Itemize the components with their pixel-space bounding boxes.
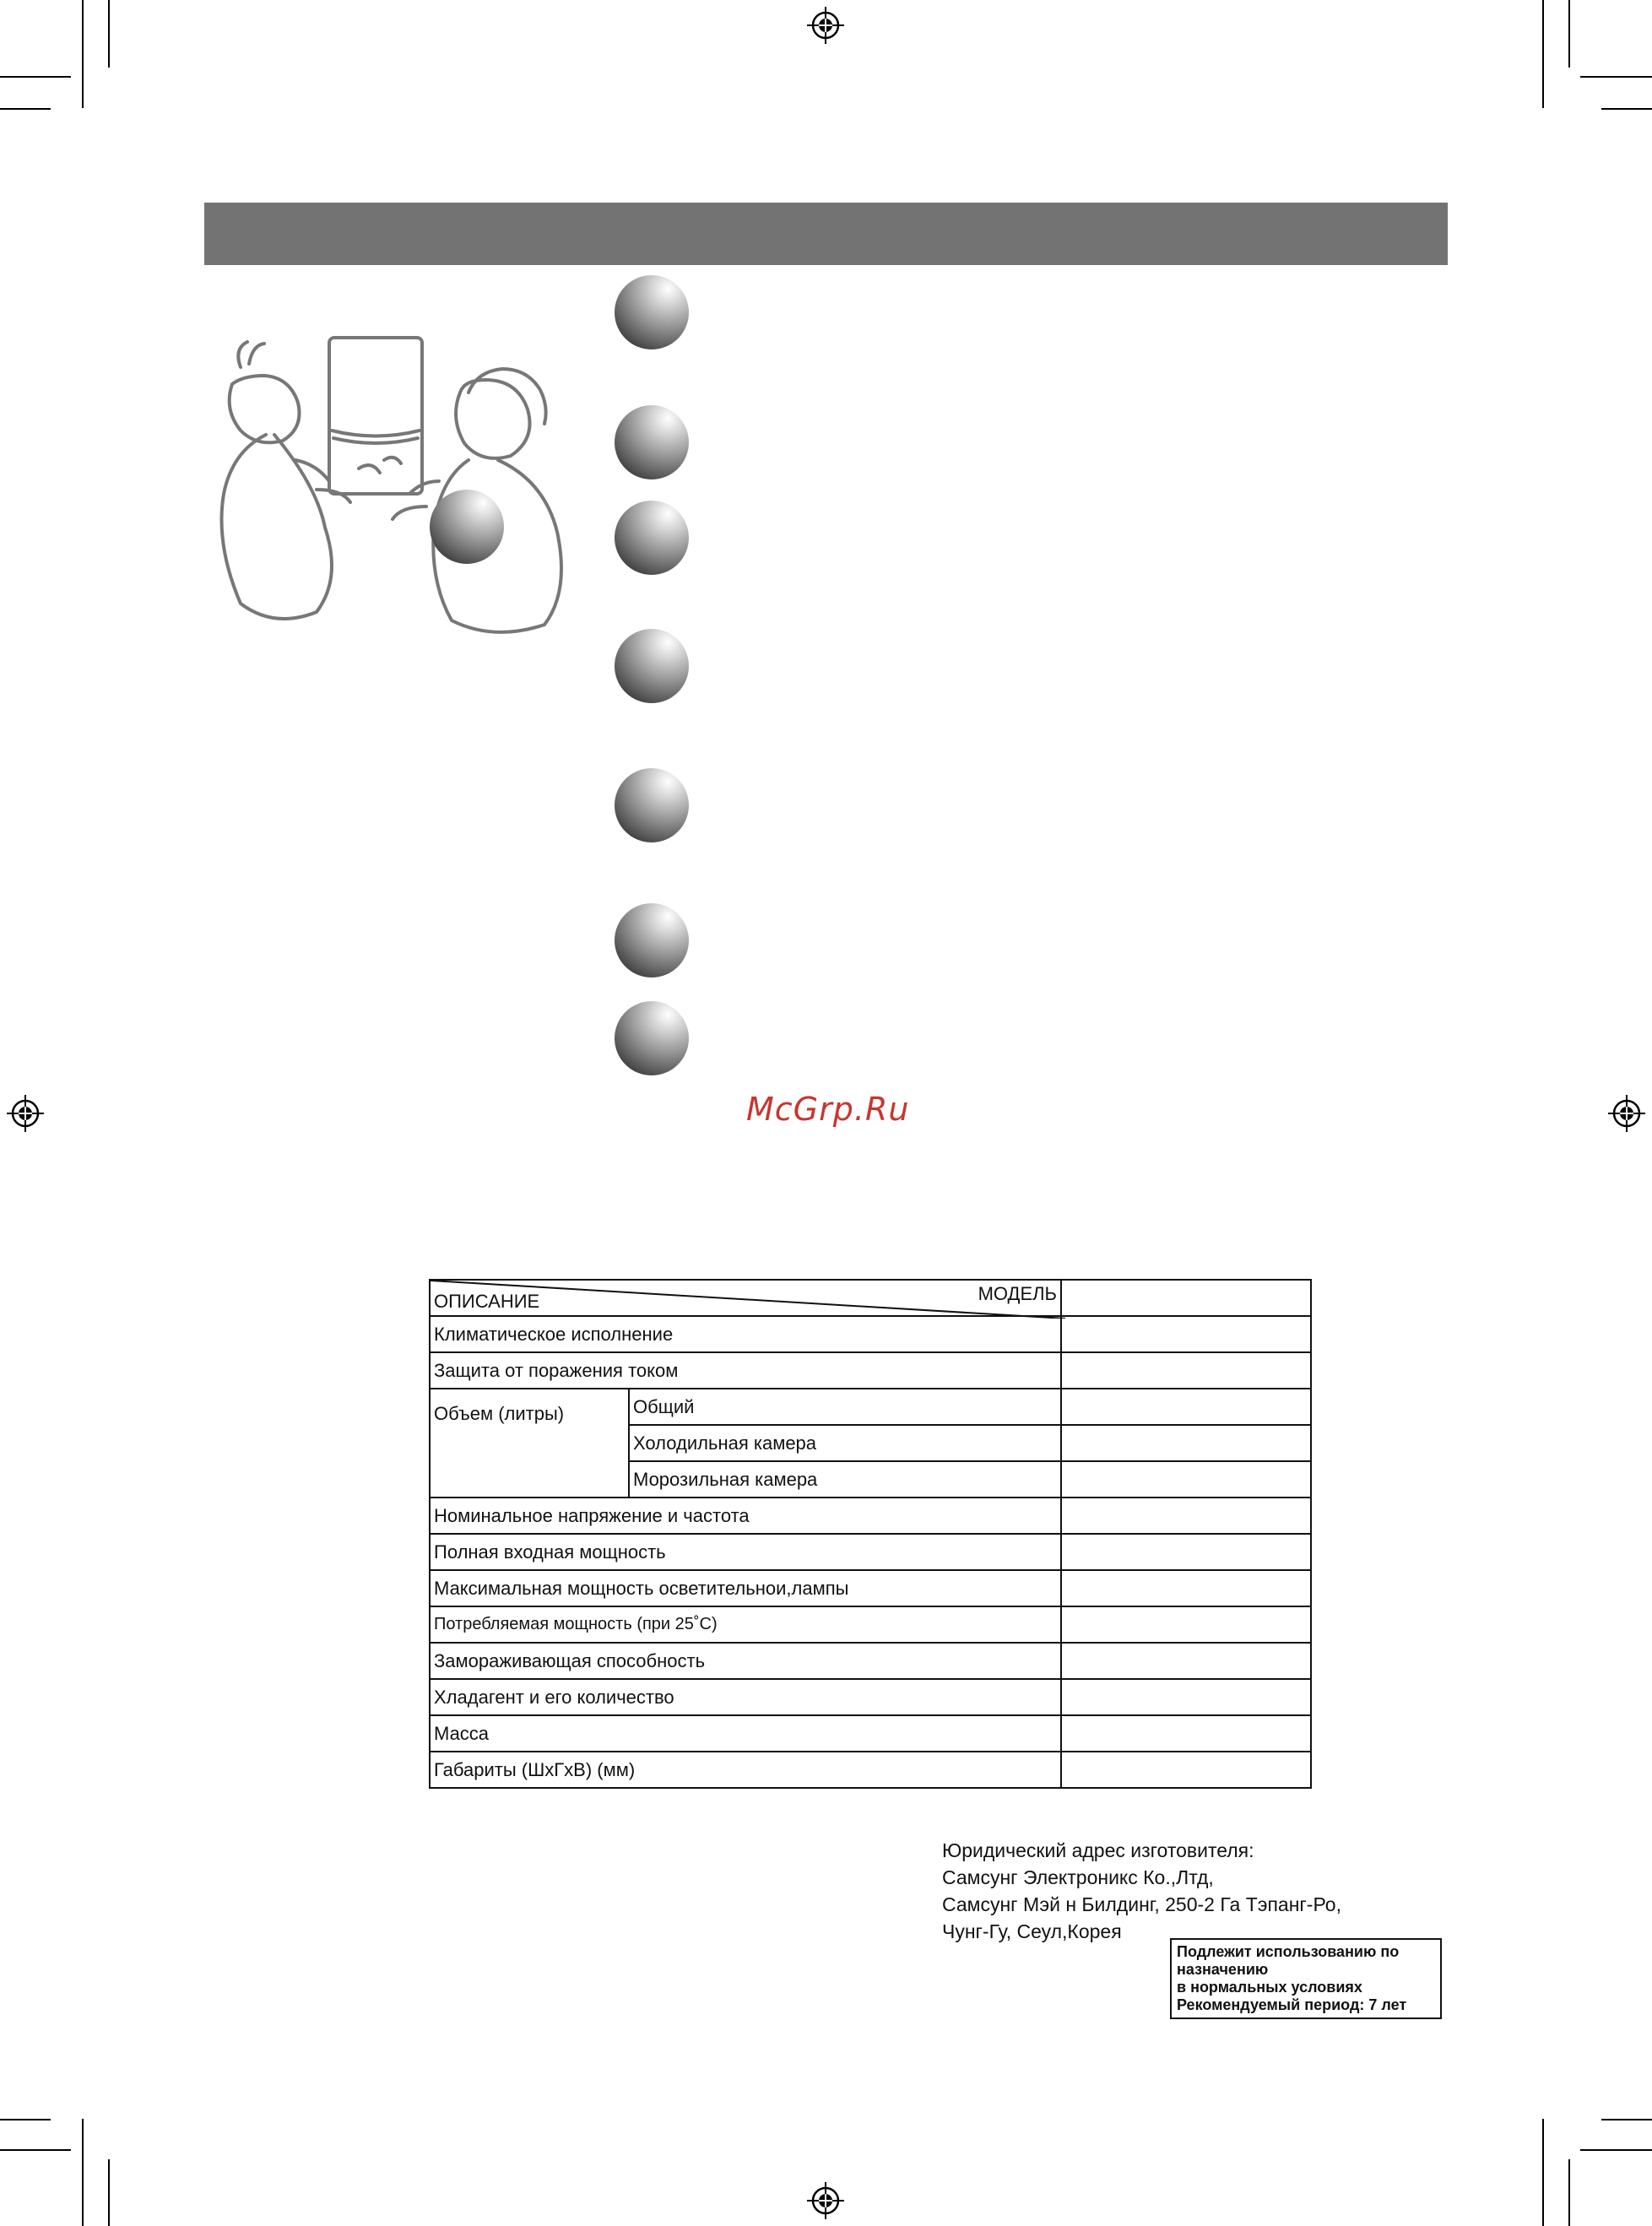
address-line: Самсунг Мэй н Билдинг, 250-2 Га Тэпанг-Ро,: [942, 1893, 1341, 1915]
volume-label: Объем (литры): [430, 1389, 629, 1498]
registration-mark-icon: [807, 2182, 844, 2219]
table-row: [430, 1316, 1311, 1352]
row-value: [1061, 1389, 1311, 1425]
row-value: [1061, 1752, 1311, 1788]
bullet-circle-icon: [430, 490, 504, 564]
row-label: Климатическое исполнение: [430, 1316, 1061, 1352]
crop-mark-icon: [1601, 108, 1652, 110]
row-value: [1061, 1352, 1311, 1389]
people-watching-refrigerator-illustration: [215, 333, 580, 663]
row-label: Потребляемая мощность (при 25˚C): [430, 1606, 1061, 1643]
address-line: Чунг-Гу, Сеул,Корея: [942, 1920, 1122, 1942]
bullet-circle-icon: [615, 629, 689, 703]
crop-mark-icon: [1568, 0, 1570, 68]
registration-mark-icon: [7, 1095, 44, 1132]
crop-mark-icon: [0, 2149, 71, 2151]
row-value: [1061, 1316, 1311, 1352]
bullet-circle-icon: [615, 405, 689, 479]
usage-notice-box: [1170, 1938, 1442, 2019]
table-row: [430, 1679, 1311, 1715]
row-label: Масса: [430, 1715, 1061, 1752]
table-row: [430, 1752, 1311, 1788]
row-label: Полная входная мощность: [430, 1534, 1061, 1570]
notice-line: в нормальных условиях: [1177, 1979, 1362, 1996]
crop-mark-icon: [1568, 2159, 1570, 2226]
table-row: [430, 1715, 1311, 1752]
crop-mark-icon: [108, 0, 110, 68]
row-label: Общий: [629, 1389, 1061, 1425]
row-label: Замораживающая способность: [430, 1643, 1061, 1679]
crop-mark-icon: [1542, 0, 1544, 108]
row-label: Хладагент и его количество: [430, 1679, 1061, 1715]
crop-mark-icon: [108, 2159, 110, 2226]
bullet-circle-icon: [615, 1001, 689, 1075]
table-row: [430, 1498, 1311, 1534]
crop-mark-icon: [0, 108, 51, 110]
bullet-circle-icon: [615, 501, 689, 575]
bullet-circle-icon: [615, 903, 689, 978]
crop-mark-icon: [0, 2119, 51, 2120]
crop-mark-icon: [1580, 2149, 1652, 2151]
table-row: [430, 1570, 1311, 1606]
address-line: Юридический адрес изготовителя:: [942, 1839, 1254, 1861]
row-label: Максимальная мощность осветительнои,лампы: [430, 1570, 1061, 1606]
table-header-row: [430, 1280, 1311, 1316]
row-value: [1061, 1606, 1311, 1643]
table-row: [430, 1389, 1311, 1425]
registration-mark-icon: [807, 7, 844, 44]
header-model-label: МОДЕЛЬ: [978, 1283, 1057, 1304]
crop-mark-icon: [0, 76, 71, 78]
row-value: [1061, 1425, 1311, 1461]
header-description-label: ОПИСАНИЕ: [434, 1291, 540, 1312]
watermark: McGrp.Ru: [746, 1091, 910, 1128]
table-row: [430, 1352, 1311, 1389]
notice-line: Подлежит использованию по назначению: [1177, 1943, 1400, 1978]
row-label: Холодильная камера: [629, 1425, 1061, 1461]
row-value: [1061, 1643, 1311, 1679]
crop-mark-icon: [82, 0, 84, 108]
manufacturer-address: [942, 1837, 1341, 1945]
table-row: [430, 1643, 1311, 1679]
crop-mark-icon: [1580, 76, 1652, 78]
row-label: Номинальное напряжение и частота: [430, 1498, 1061, 1534]
row-value: [1061, 1679, 1311, 1715]
specifications-table: [429, 1279, 1312, 1789]
crop-mark-icon: [1601, 2119, 1652, 2120]
table-row: [430, 1534, 1311, 1570]
crop-mark-icon: [1542, 2119, 1544, 2226]
notice-line: Рекомендуемый период: 7 лет: [1177, 1996, 1407, 2013]
bullet-circle-icon: [615, 768, 689, 842]
table-header-cell: [430, 1280, 1061, 1316]
section-header-bar: [204, 203, 1448, 265]
crop-mark-icon: [82, 2119, 84, 2226]
bullet-circle-icon: [615, 275, 689, 349]
address-line: Самсунг Электроникс Ко.,Лтд,: [942, 1866, 1214, 1888]
row-value: [1061, 1534, 1311, 1570]
row-value: [1061, 1570, 1311, 1606]
row-label: Габариты (ШхГхВ) (мм): [430, 1752, 1061, 1788]
model-value-cell: [1061, 1280, 1311, 1316]
row-label: Защита от поражения током: [430, 1352, 1061, 1389]
table-row: [430, 1606, 1311, 1643]
row-value: [1061, 1498, 1311, 1534]
registration-mark-icon: [1608, 1095, 1645, 1132]
row-label: Морозильная камера: [629, 1461, 1061, 1498]
row-value: [1061, 1461, 1311, 1498]
row-value: [1061, 1715, 1311, 1752]
